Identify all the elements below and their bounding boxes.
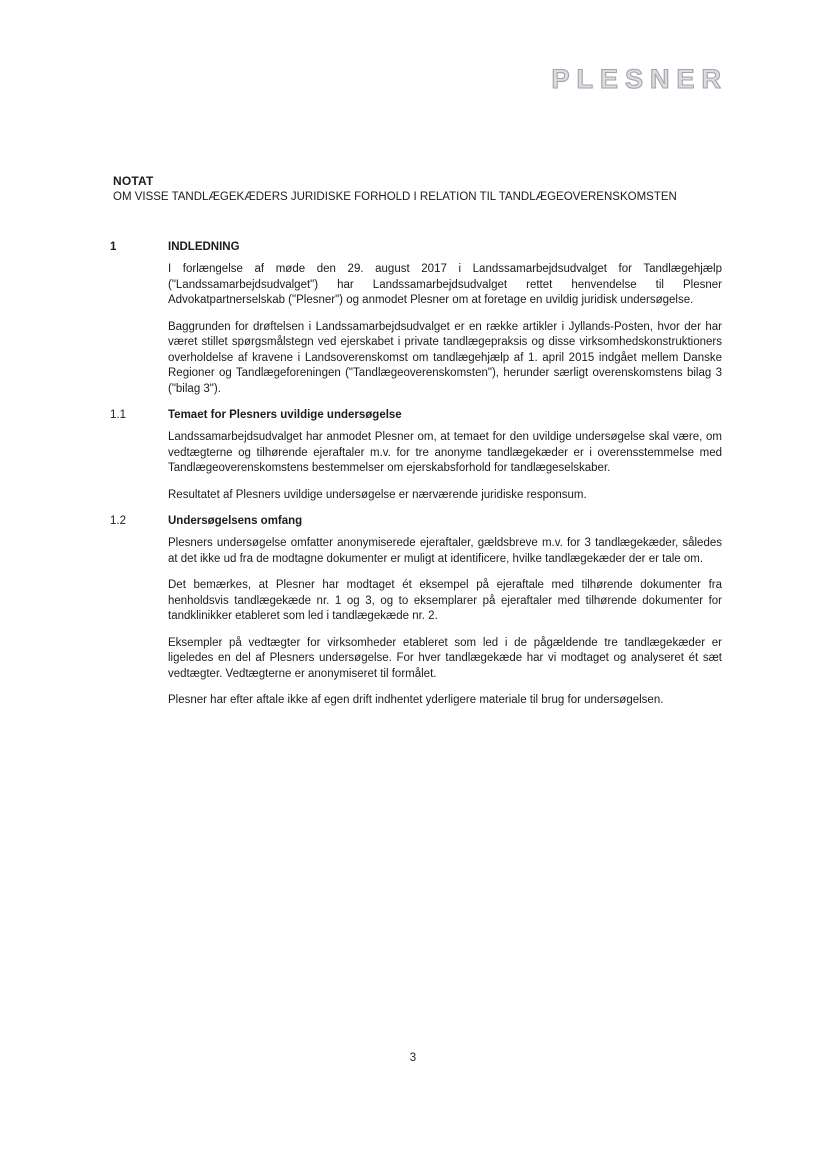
paragraph: Landssamarbejdsudvalget har anmodet Plesner om, at temaet for den uvildige undersøgelse skal være, om vedtægterne og tilhørende ejeraftaler m.v. for tre anonyme tandlægekæder er i overensstemmelse med Tandlægeoverenskomstens bestemmelser om ejerskabsforhold for tandlægeselskaber. — [168, 431, 722, 474]
section-number: 1 — [110, 241, 117, 253]
section-heading-row — [110, 241, 722, 253]
page-number: 3 — [409, 1052, 417, 1064]
section-heading: Temaet for Plesners uvildige undersøgelse — [168, 409, 402, 421]
section-body — [168, 536, 722, 709]
document-content — [110, 0, 722, 720]
paragraph: Baggrunden for drøftelsen i Landssamarbejdsudvalget er en række artikler i Jyllands-Posten, hvor der har været stillet spørgsmålstegn ved ejerskabet i private tandlægepraksis og disse virksomhedskonstruktioners overholdelse af kravene i Landsoverenskomst om tandlægehjælp af 1. april 2015 indgået mellem Danske Regioner og Tandlægeforeningen ("Tandlægeoverenskomsten"), herunder særligt overenskomstens bilag 3 ("bilag 3"). — [168, 320, 722, 395]
paragraph: I forlængelse af møde den 29. august 2017 i Landssamarbejdsudvalget for Tandlægehjælp ("Landssamarbejdsudvalget") har Landssamarbejdsudvalget rettet henvendelse til Plesner Advokatpartnerselskab ("Plesner") og anmodet Plesner om at foretage en uvildig juridisk undersøgelse. — [168, 263, 722, 306]
paragraph: Plesner har efter aftale ikke af egen drift indhentet yderligere materiale til brug for undersøgelsen. — [168, 694, 664, 706]
section-heading: INDLEDNING — [168, 241, 240, 253]
section-temaet — [110, 409, 722, 503]
plesner-logo: PLESNER — [551, 64, 728, 94]
section-body — [168, 430, 722, 503]
section-heading: Undersøgelsens omfang — [168, 515, 303, 527]
document-title: NOTAT — [113, 174, 154, 188]
paragraph: Plesners undersøgelse omfatter anonymiserede ejeraftaler, gældsbreve m.v. for 3 tandlægekæder, således at det ikke ud fra de modtagne dokumenter er muligt at identificere, hvilke tandlægekæder der er tale om. — [168, 537, 722, 565]
section-body — [168, 262, 722, 397]
document-subtitle: OM VISSE TANDLÆGEKÆDERS JURIDISKE FORHOLD I RELATION TIL TANDLÆGEOVERENSKOMSTEN — [113, 191, 677, 203]
section-omfang — [110, 515, 722, 709]
paragraph: Det bemærkes, at Plesner har modtaget ét eksempel på ejeraftale med tilhørende dokumenter fra henholdsvis tandlægekæde nr. 1 og 3, og to eksemplarer på ejeraftaler med tilhørende dokumenter for tandklinikker etableret som led i tandlægekæde nr. 2. — [168, 579, 722, 622]
paragraph: Resultatet af Plesners uvildige undersøgelse er nærværende juridiske responsum. — [168, 488, 587, 501]
section-indledning — [110, 241, 722, 397]
section-heading-row — [110, 409, 722, 421]
section-heading-row — [110, 515, 722, 527]
document-header — [110, 174, 722, 203]
paragraph: Eksempler på vedtægter for virksomheder etableret som led i de pågældende tre tandlægekæder er ligeledes en del af Plesners undersøgelse. For hver tandlægekæde har vi modtaget og analyseret ét sæt vedtægter. Vedtægterne er anonymiseret til formålet. — [168, 636, 722, 680]
section-number: 1.1 — [110, 409, 126, 421]
section-number: 1.2 — [110, 515, 126, 527]
